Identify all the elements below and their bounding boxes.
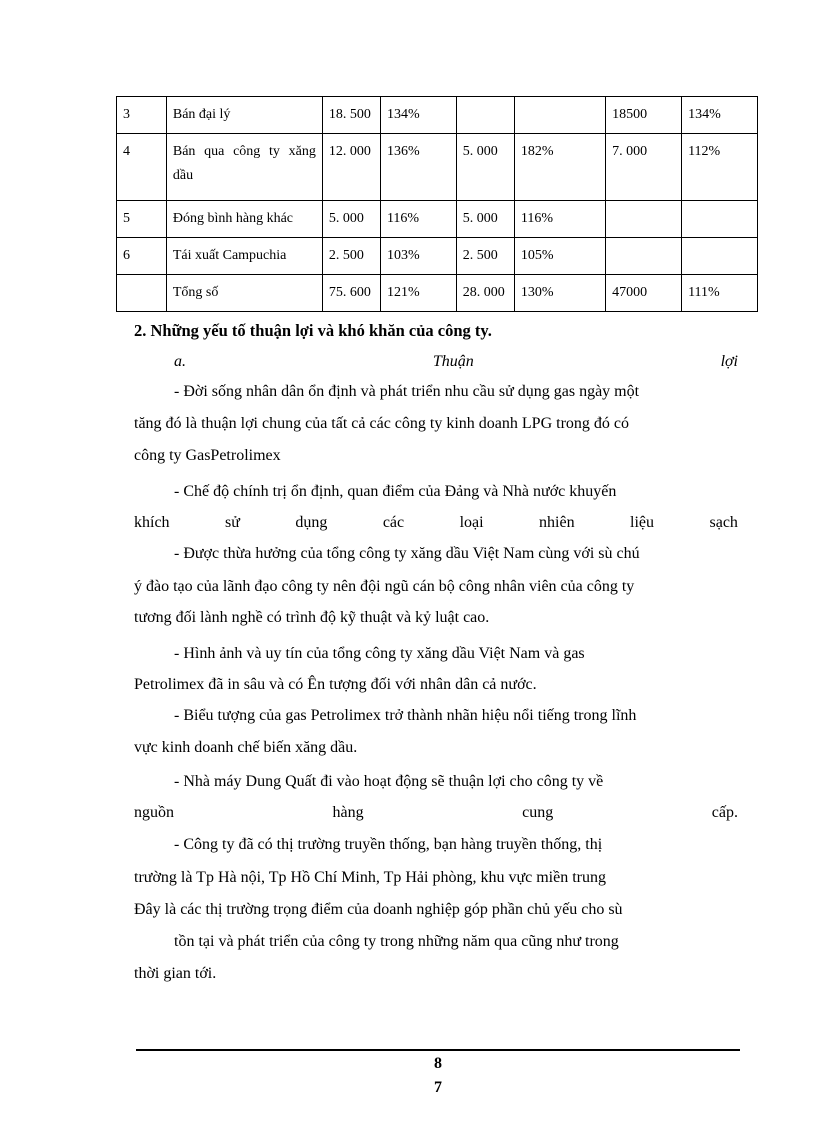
paragraph-line bbox=[134, 383, 738, 401]
word: nhiên bbox=[539, 514, 575, 531]
word: hàng bbox=[332, 804, 364, 821]
cell-no: 6 bbox=[117, 238, 167, 275]
paragraph-line: Petrolimex đã in sâu và có Ên tượng đối với nhân dân cả nước. bbox=[134, 676, 537, 693]
paragraph-line: - Biểu tượng của gas Petrolimex trở thành nhãn hiệu nổi tiếng trong lĩnh bbox=[174, 707, 637, 724]
cell-value-2: 28. 000 bbox=[456, 275, 514, 312]
cell-percent-2: 105% bbox=[514, 238, 605, 275]
paragraph-line-spread bbox=[134, 804, 738, 822]
cell-percent-2: 130% bbox=[514, 275, 605, 312]
cell-value-1: 12. 000 bbox=[322, 134, 380, 201]
cell-value-3: 7. 000 bbox=[606, 134, 682, 201]
table-row bbox=[117, 134, 758, 201]
paragraph-line: - Nhà máy Dung Quất đi vào hoạt động sẽ thuận lợi cho công ty về bbox=[174, 773, 604, 790]
cell-name: Tái xuất Campuchia bbox=[166, 238, 322, 275]
cell-name: Đóng bình hàng khác bbox=[166, 201, 322, 238]
word: liệu bbox=[630, 514, 655, 531]
word: cung bbox=[522, 804, 554, 821]
cell-no bbox=[117, 275, 167, 312]
word: dụng bbox=[295, 514, 328, 531]
cell-value-2: 5. 000 bbox=[456, 134, 514, 201]
cell-value-3 bbox=[606, 238, 682, 275]
cell-percent-2: 182% bbox=[514, 134, 605, 201]
word: cấp. bbox=[711, 804, 738, 821]
paragraph-line: Đây là các thị trường trọng điểm của doanh nghiệp góp phần chủ yếu cho sù bbox=[134, 901, 623, 918]
cell-value-2: 2. 500 bbox=[456, 238, 514, 275]
paragraph-line: công ty GasPetrolimex bbox=[134, 447, 281, 464]
cell-value-2: 5. 000 bbox=[456, 201, 514, 238]
cell-name: Bán đại lý bbox=[166, 97, 322, 134]
subheading-prefix: a. bbox=[174, 353, 186, 370]
cell-percent-3 bbox=[682, 201, 758, 238]
cell-percent-1: 121% bbox=[380, 275, 456, 312]
table-row-total bbox=[117, 275, 758, 312]
subheading-word: Thuận bbox=[432, 353, 474, 370]
paragraph-line: tương đối lành nghề có trình độ kỹ thuật và kỷ luật cao. bbox=[134, 609, 490, 626]
cell-value-1: 5. 000 bbox=[322, 201, 380, 238]
footer-rule bbox=[136, 1049, 740, 1051]
subheading-advantages bbox=[134, 353, 738, 371]
cell-no: 4 bbox=[117, 134, 167, 201]
table-row bbox=[117, 97, 758, 134]
paragraph-line: ý đào tạo của lãnh đạo công ty nên đội ngũ cán bộ công nhân viên của công ty bbox=[134, 578, 635, 595]
section-heading: 2. Những yếu tố thuận lợi và khó khăn của công ty. bbox=[134, 321, 492, 340]
text-line: - Đời sống nhân dân ổn định và phát triển nhu cầu sử dụng gas ngày một bbox=[174, 383, 640, 400]
paragraph-line-spread bbox=[134, 514, 738, 532]
table-row bbox=[117, 238, 758, 275]
word: nguồn bbox=[134, 804, 174, 821]
cell-value-3 bbox=[606, 201, 682, 238]
cell-value-1: 75. 600 bbox=[322, 275, 380, 312]
cell-value-3: 18500 bbox=[606, 97, 682, 134]
paragraph-line: - Công ty đã có thị trường truyền thống, bạn hàng truyền thống, thị bbox=[174, 836, 603, 853]
cell-name: Bán qua công ty xăng dầu bbox=[166, 134, 322, 201]
cell-percent-1: 116% bbox=[380, 201, 456, 238]
word: sử bbox=[225, 514, 240, 531]
cell-value-1: 2. 500 bbox=[322, 238, 380, 275]
cell-name: Tổng số bbox=[166, 275, 322, 312]
cell-no: 5 bbox=[117, 201, 167, 238]
cell-value-3: 47000 bbox=[606, 275, 682, 312]
cell-percent-2 bbox=[514, 97, 605, 134]
cell-percent-3 bbox=[682, 238, 758, 275]
cell-percent-1: 103% bbox=[380, 238, 456, 275]
sales-table bbox=[116, 96, 758, 312]
word: loại bbox=[459, 514, 484, 531]
cell-percent-3: 112% bbox=[682, 134, 758, 201]
paragraph-line: tăng đó là thuận lợi chung của tất cả các công ty kinh doanh LPG trong đó có bbox=[134, 415, 629, 432]
cell-value-1: 18. 500 bbox=[322, 97, 380, 134]
cell-percent-1: 136% bbox=[380, 134, 456, 201]
word: khích bbox=[134, 514, 170, 531]
page-number: 8 bbox=[434, 1055, 442, 1072]
paragraph-line: - Được thừa hưởng của tổng công ty xăng dầu Việt Nam cùng với sù chú bbox=[174, 545, 640, 562]
word: các bbox=[382, 514, 405, 531]
cell-percent-2: 116% bbox=[514, 201, 605, 238]
word: sạch bbox=[709, 514, 738, 531]
table-row bbox=[117, 201, 758, 238]
cell-percent-1: 134% bbox=[380, 97, 456, 134]
paragraph-line: vực kinh doanh chế biến xăng dầu. bbox=[134, 739, 358, 756]
cell-percent-3: 111% bbox=[682, 275, 758, 312]
subheading-word: lợi bbox=[720, 353, 738, 370]
paragraph-line: - Chế độ chính trị ổn định, quan điểm của Đảng và Nhà nước khuyến bbox=[174, 483, 617, 500]
paragraph-line: trường là Tp Hà nội, Tp Hồ Chí Minh, Tp Hải phòng, khu vực miền trung bbox=[134, 869, 606, 886]
cell-percent-3: 134% bbox=[682, 97, 758, 134]
paragraph-line: tồn tại và phát triển của công ty trong những năm qua cũng như trong bbox=[174, 933, 619, 950]
cell-value-2 bbox=[456, 97, 514, 134]
cell-no: 3 bbox=[117, 97, 167, 134]
paragraph-line: thời gian tới. bbox=[134, 965, 217, 982]
page-number-secondary: 7 bbox=[434, 1079, 442, 1096]
paragraph-line: - Hình ảnh và uy tín của tổng công ty xăng dầu Việt Nam và gas bbox=[174, 645, 585, 662]
